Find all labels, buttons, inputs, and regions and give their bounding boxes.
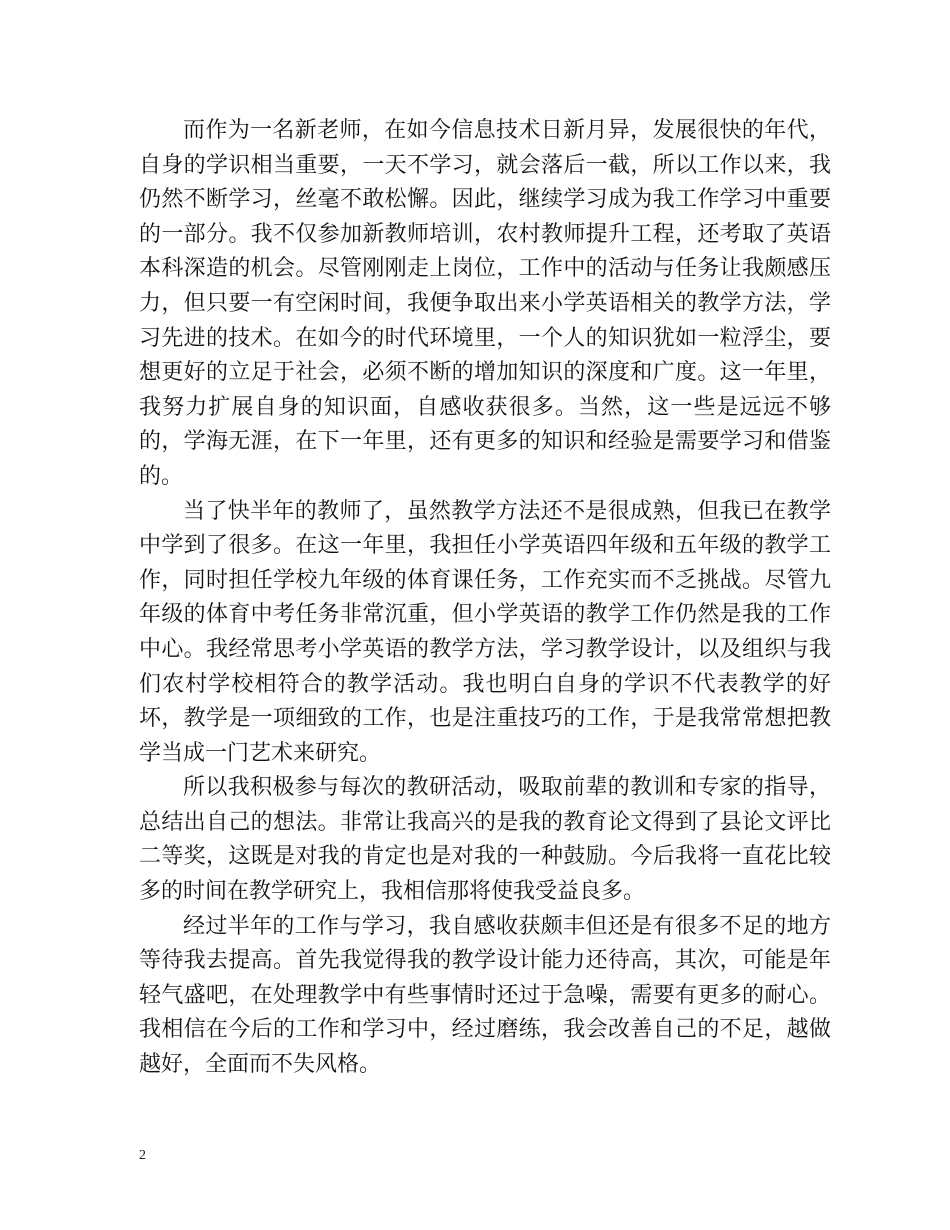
- paragraph-4: 经过半年的工作与学习，我自感收获颇丰但还是有很多不足的地方等待我去提高。首先我觉得我的教学设计能力还待高，其次，可能是年轻气盛吧，在处理教学中有些事情时还过于急噪，需要有更多的耐心。我相信在今后的工作和学习中，经过磨练，我会改善自己的不足，越做越好，全面而不失风格。: [139, 913, 831, 1078]
- paragraph-1: 而作为一名新老师，在如今信息技术日新月异，发展很快的年代，自身的学识相当重要，一天不学习，就会落后一截，所以工作以来，我仍然不断学习，丝毫不敢松懈。因此，继续学习成为我工作学习中重要的一部分。我不仅参加新教师培训，农村教师提升工程，还考取了英语本科深造的机会。尽管刚刚走上岗位，工作中的活动与任务让我颇感压力，但只要一有空闲时间，我便争取出来小学英语相关的教学方法，学习先进的技术。在如今的时代环境里，一个人的知识犹如一粒浮尘，要想更好的立足于社会，必须不断的增加知识的深度和广度。这一年里，我努力扩展自身的知识面，自感收获很多。当然，这一些是远远不够的，学海无涯，在下一年里，还有更多的知识和经验是需要学习和借鉴的。: [139, 118, 831, 489]
- document-body: [139, 114, 831, 1083]
- paragraph-2: 当了快半年的教师了，虽然教学方法还不是很成熟，但我已在教学中学到了很多。在这一年里，我担任小学英语四年级和五年级的教学工作，同时担任学校九年级的体育课任务，工作充实而不乏挑战。尽管九年级的体育中考任务非常沉重，但小学英语的教学工作仍然是我的工作中心。我经常思考小学英语的教学方法，学习教学设计，以及组织与我们农村学校相符合的教学活动。我也明白自身的学识不代表教学的好坏，教学是一项细致的工作，也是注重技巧的工作，于是我常常想把教学当成一门艺术来研究。: [139, 498, 831, 766]
- paragraph-3: 所以我积极参与每次的教研活动，吸取前辈的教训和专家的指导，总结出自己的想法。非常让我高兴的是我的教育论文得到了县论文评比二等奖，这既是对我的肯定也是对我的一种鼓励。今后我将一直花比较多的时间在教学研究上，我相信那将使我受益良多。: [139, 775, 831, 905]
- page-number: 2: [139, 1148, 146, 1163]
